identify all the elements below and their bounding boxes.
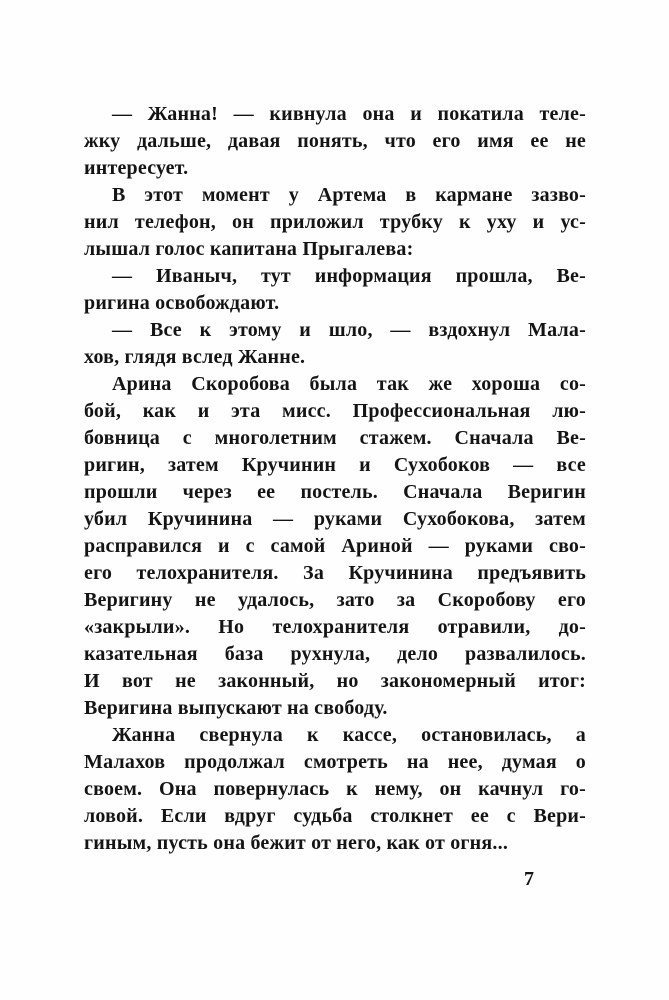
paragraph: [84, 182, 586, 263]
text-line: — Жанна! — кивнула она и покатила теле-: [112, 103, 586, 125]
text-line: расправился и с самой Ариной — руками сво-: [84, 535, 586, 557]
text-line: своем. Она повернулась к нему, он качнул го-: [84, 778, 586, 800]
text-line: И вот не законный, но закономерный итог:: [84, 670, 586, 692]
text-line: гиным, пусть она бежит от него, как от огня...: [84, 832, 509, 854]
text-line: лышал голос капитана Прыгалева:: [84, 238, 414, 260]
text-line: Малахов продолжал смотреть на нее, думая о: [84, 751, 586, 773]
text-line: «закрыли». Но телохранителя отравили, до-: [84, 616, 586, 638]
text-line: В этот момент у Артема в кармане зазво-: [112, 184, 586, 206]
text-line: Веригину не удалось, зато за Скоробову его: [84, 589, 586, 611]
paragraph: [84, 317, 586, 371]
text-line: ловой. Если вдруг судьба столкнет ее с Вери-: [84, 805, 586, 827]
text-line: ригина освобождают.: [84, 292, 280, 314]
paragraph: [84, 101, 586, 182]
text-line: убил Кручинина — руками Сухобокова, затем: [84, 508, 586, 530]
text-block: [84, 101, 586, 857]
text-line: — Иваныч, тут информация прошла, Ве-: [112, 265, 586, 287]
text-line: прошли через ее постель. Сначала Веригин: [84, 481, 586, 503]
text-line: жку дальше, давая понять, что его имя ее не: [84, 130, 586, 152]
page-number: 7: [524, 868, 534, 890]
text-line: интересует.: [84, 157, 189, 179]
text-line: хов, глядя вслед Жанне.: [84, 346, 306, 368]
text-line: бой, как и эта мисс. Профессиональная лю-: [84, 400, 586, 422]
text-line: Арина Скоробова была так же хороша со-: [112, 373, 586, 395]
paragraph: [84, 722, 586, 857]
paragraph: [84, 371, 586, 722]
text-line: казательная база рухнула, дело развалилось.: [84, 643, 586, 665]
text-line: бовница с многолетним стажем. Сначала Ве-: [84, 427, 586, 449]
text-line: — Все к этому и шло, — вздохнул Мала-: [112, 319, 586, 341]
text-line: ригин, затем Кручинин и Сухобоков — все: [84, 454, 586, 476]
text-line: его телохранителя. За Кручинина предъявить: [84, 562, 586, 584]
paragraph: [84, 263, 586, 317]
text-line: Жанна свернула к кассе, остановилась, а: [112, 724, 586, 746]
text-line: Веригина выпускают на свободу.: [84, 697, 388, 719]
text-line: нил телефон, он приложил трубку к уху и ус-: [84, 211, 586, 233]
